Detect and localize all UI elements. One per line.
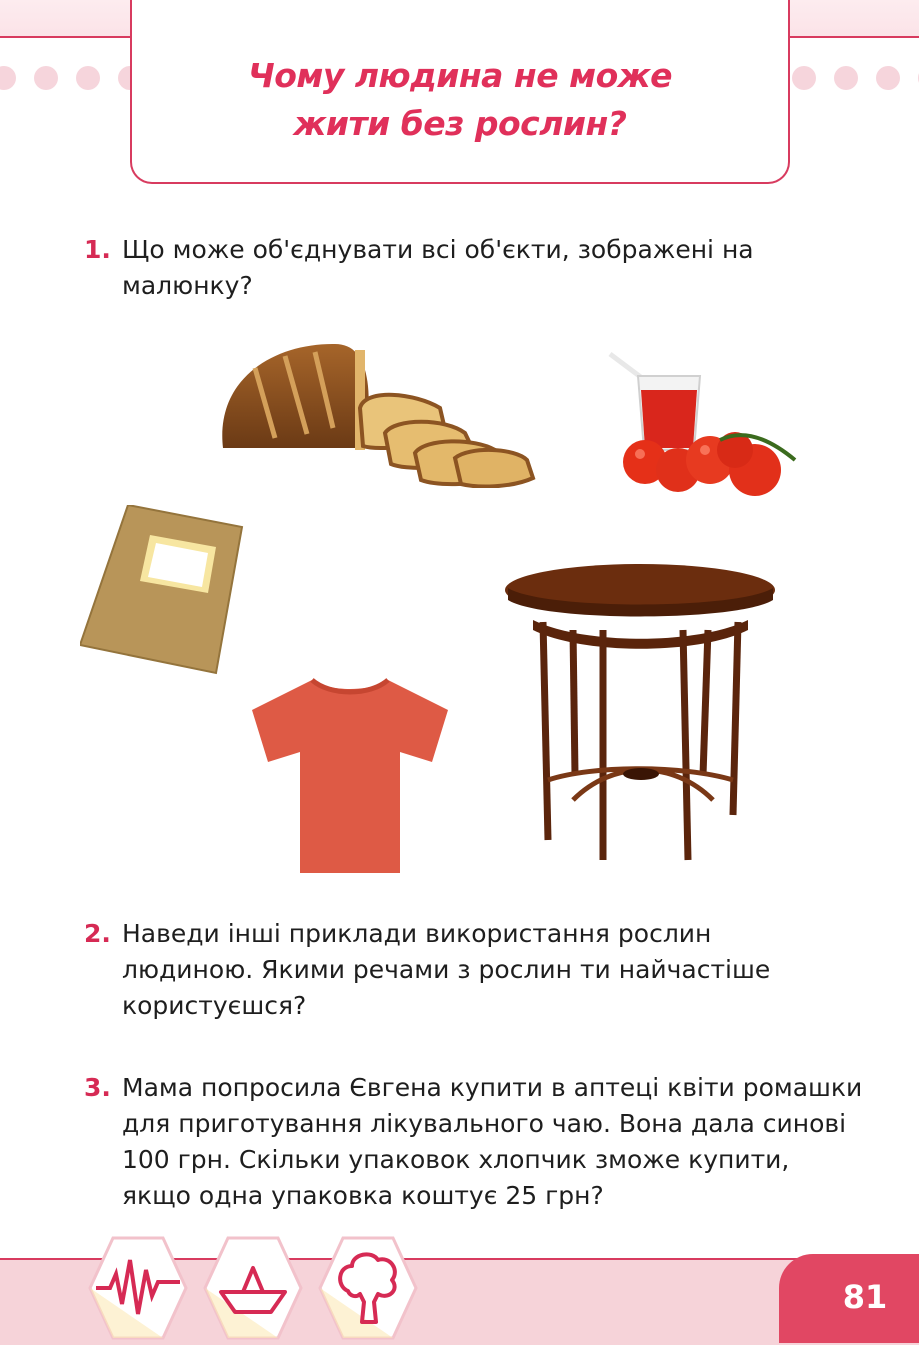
tree-icon (318, 1236, 418, 1341)
question-text: Наведи інші приклади використання рослин людиною. Якими речами з рослин ти найчастіше користуєшся? (122, 919, 771, 1020)
bread-image (215, 338, 540, 488)
page-title-line-2: жити без рослин? (293, 104, 627, 143)
table-image (503, 560, 778, 870)
notebook-image (80, 505, 245, 675)
question-text: Мама попросила Євгена купити в аптеці квіти ромашки для приготування лікувального чаю. Вона дала синові 100 грн. Скільки упаковок хлопчик зможе купити, якщо одна упаковка коштує 25 грн? (122, 1073, 863, 1210)
decorative-dots-right (792, 66, 919, 90)
question-number: 2. (84, 919, 111, 948)
question-number: 3. (84, 1073, 111, 1102)
question-number: 1. (84, 235, 111, 264)
question-1 (84, 232, 764, 304)
page-title-line-1: Чому людина не може (248, 56, 672, 95)
page-number: 81 (842, 1278, 888, 1316)
page-title (132, 52, 788, 148)
tshirt-image (250, 670, 450, 875)
question-2 (84, 916, 844, 1024)
heartbeat-icon (88, 1236, 188, 1341)
tomato-juice-image (600, 350, 800, 500)
paper-boat-icon (203, 1236, 303, 1341)
question-3 (84, 1070, 864, 1214)
title-box (130, 0, 790, 184)
question-text: Що може об'єднувати всі об'єкти, зображені на малюнку? (122, 235, 754, 300)
